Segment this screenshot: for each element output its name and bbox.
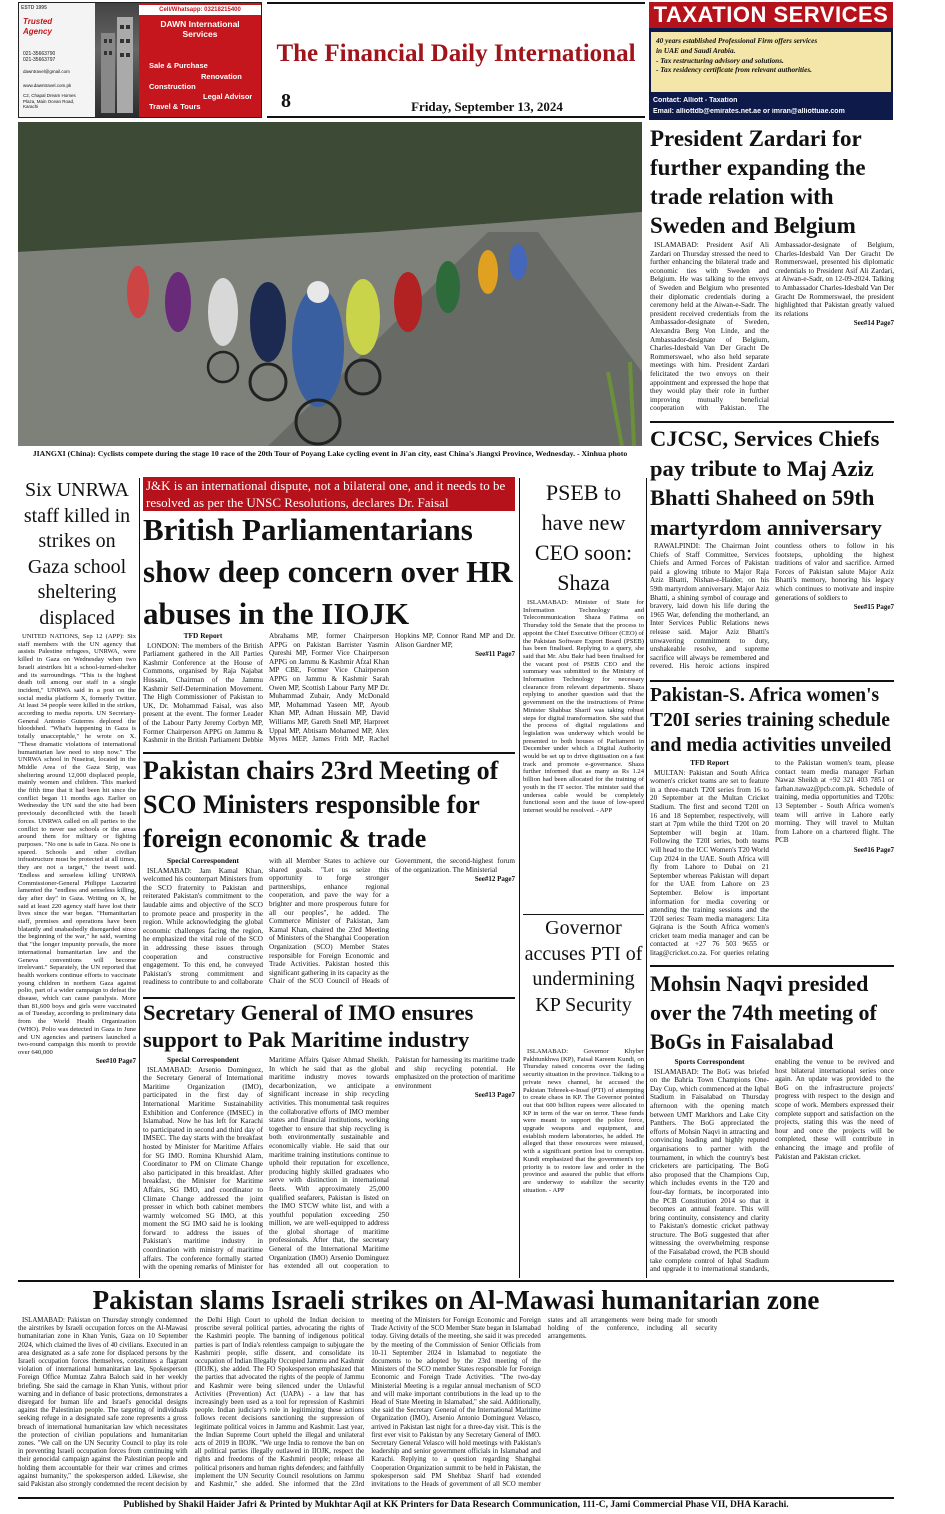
footer-imprint: Published by Shakil Haider Jafri & Printed by Mukhtar Aqil at KK Printers for Data Research Communication, 111-C, Jami Commercial Phase VII, DHA Karachi. (123, 1500, 789, 1510)
col-rule-2 (519, 478, 520, 1278)
dawn-service-4: Legal Advisor (203, 92, 253, 101)
rule-cricket (650, 965, 894, 967)
masthead-date: Friday, September 13, 2024 (411, 99, 563, 114)
unrwa-body (18, 633, 136, 1276)
col-rule-3 (646, 478, 647, 1278)
dawn-phones: 021-35663790 021-35663797 (23, 51, 56, 63)
naqvi-body (650, 1058, 894, 1276)
cyclists-photo (18, 122, 642, 446)
kashmir-byline: TFD Report (183, 632, 223, 640)
rule-zardari (650, 421, 894, 423)
rule-pseb (523, 914, 644, 915)
dawn-contact-bar: Cell/Whatsapp: 03218215400 (139, 5, 261, 15)
governor-headline: Governor accuses PTI of undermining KP Security (524, 917, 643, 1016)
kashmir-kicker: J&K is an international dispute, not a bilateral one, and it needs to be resolved as per the UNSC Resolutions, declares Dr. Faisal (143, 477, 515, 511)
imo-text: ISLAMABAD: Arsenio Dominguez, the Secretary General of International Maritime Organization (IMO), participated in the first day of International Maritime Sustainability Exhibition and Conference (IMSEC) in Islamabad. Now he has left for Karachi to participated in second and third day of IMSEC. The day starts with the breakfast hosted by Minister for Maritime Affairs for SG IMO. Romina Khurshid Alam, Coordinator to PM on Climate Change also participated in this breakfast. After breakfast, the Minister for Maritime Affairs, SG IMO, and coordinator to Climate Change addressed the joint presser in which both cabinet members warmly welcomed SG IMO, at this moment the SG IMO said he is looking forward to address the issues of Pakistan's maritime industry in coordination with ministry of maritime affairs. The conference formally started with the opening remarks of Minister for Maritime Affairs Qaiser Ahmad Sheikh. In which he said that as the global maritime industry moves towards decarbonization, we anticipate a significant increase in ship recycling activities. This monumental task requires the collaborative efforts of IMO member states and financial institutions, working together to ensure that ship recycling is both environmentally sustainable and economically viable. He said that our maritime training institutions continue to uphold their reputation for excellence, producing highly skilled graduates who serve with distinction in international fleets. With approximately 25,000 qualified seafarers, Pakistan is listed on the IMO STCW white list, and with a youthful population exceeding 250 million, we are well-equipped to address the global shortage of maritime professionals. After that, the secretary General of the International Maritime Organization (IMO) Arsenio Dominguez has extended all out cooperation to Pakistan for harnessing its maritime trade and ship recycling potential. He emphasized on the protection of maritime environment (143, 1056, 515, 1272)
taxation-ad-heading: TAXATION SERVICES (649, 2, 893, 28)
mawasi-text: ISLAMABAD: Pakistan on Thursday strongly condemned the airstrikes by Israeli occupation forces on the Al-Mawasi humanitarian zone in Khan Yunis, Gaza on 10 September 2024, which claimed the lives of 40 civilians. Executed in an area designated as a safe zone for displaced persons by the Israeli occupation forces themselves, constitutes a flagrant violation of international humanitarian law, Spokesperson Foreign Office Mumtaz Zahra Baloch said in her weekly briefing. She said the carnage in Khan Yunis, without prior warning and in defiance of basic protections, demonstrates a disregard for human life and Israel's genocidal designs against the Palestinian people. The targeting of individuals seeking refuge in a designated safe zone represents a gross breach of international humanitarian law which necessitates the protection of civilian populations and humanitarian zones. "We call on the UN Security Council to play its role in preventing Israeli occupation forces from continuing with their genocidal campaign against the Palestinian people and holding them accountable for their war crimes and crimes against humanity," the spokesperson added. Likewise, she said Pakistan also strongly condemned the recent decision by the Delhi High Court to uphold the Indian decision to proscribe several political parties, advocating the rights of the Kashmiri people. The banning of indigenous political parties is part of India's relentless campaign to subjugate the Kashmiri people, stifle dissent, and consolidate its occupation of Indian Illegally Occupied Jammu and Kashmir (IIOJK), she added. The FO Spokesperson emphasized that the parties that advocated the rights of the people of Jammu and Kashmir were being silenced under the Unlawful Activities (Prevention) Act (UAPA) - a law that has increasingly been used as a tool for repression of Kashmiri people. Indian judiciary's role in legitimizing these actions follows recent decisions sanctioning the suppression of legitimate political voices in Jammu and Kashmir. Last year, the Indian Supreme Court upheld the illegal and unilateral acts of 2019 in IIOJK. "We urge India to remove the ban on all political parties illegally outlawed in IIOJK, respect the rights and freedoms of the Kashmiri people; release all political prisoners and human rights defenders; and faithfully implement the UN Security Council resolutions on Jammu and Kashmir," she added. She informed that the 23rd meeting of the Ministers for Foreign Economic and Foreign Trade Activity of the SCO Member State began in Islamabad today. Giving details of the meeting, she said it was preceded by the meeting of the Commission of Senior Officials from 10-11 September 2024 in Islamabad to negotiate the documents to be adopted by the 23rd meeting of the Ministers of the SCO member States responsible for Foreign Economic and Foreign Trade Activities. "The two-day Ministerial Meeting is a regular annual mechanism of SCO and will make important contributions in the lead up to the Head of State Meeting in Islamabad," she said. Additionally, she said the Secretary General of the International Maritime Organization (IMO), Arsenio Antonio Dominguez Velasco, arrived in Pakistan last night for a three-day visit. This is the first ever visit to Pakistan by any Secretary General of IMO. Secretary General Velasco will hold meetings with Pakistan's leadership and senior government officials in Islamabad and Karachi. Replying to a question regarding Shanghai Cooperation Organization summit to be held in Pakistan, the spokesperson said PM Shehbaz Sharif had extended invitations to the Heads of government of all SCO member states and all arrangements were being made for smooth holding of the conference, including all security arrangements. (18, 1317, 718, 1489)
trusted-agency-badge: Trusted Agency (23, 17, 53, 36)
rule-footer (18, 1497, 894, 1499)
taxation-line-3: - Tax restructuring advisory and solutions. (656, 55, 784, 65)
rule-mawasi-top (18, 1280, 894, 1282)
naqvi-text: ISLAMABAD: The BoG was briefed on the Bahria Town Champions One-Day Cup, which commenced at the Iqbal Stadium in Faisalabad on Thursday afternoon with the opening match between UMT Markhors and Lake City Panthers. The BoG appreciated the efforts of Mohsin Naqvi in attracting and convincing leading and highly reputed organisations to partner with the tournament, in which the country's best cricketers are participating. The BoG also proposed that the Champions Cup, which includes events in the T20 and four-day formats, be incorporated into the PCB Constitution 2014 so that it becomes an annual feature. This will bring continuity, consistency and clarity to Pakistan's domestic cricket pathway structure. The BoG suggested that after witnessing the overwhelming response of the Faisalabad crowd, the PCB should take complete control of Iqbal Stadium and upgrade it to international standards, enabling the venue to be revived and host bilateral international series once again. An update was provided to the BoG on the infrastructure projects' progress with respect to the design and scope of work. Members expressed their complete support and satisfaction on the projects, stating this was the need of hour and once the projects will be completed, these will contribute in enhancing the image and profile of Pakistan and Pakistan cricket. (650, 1058, 894, 1274)
dawn-email: dawntravel@gmail.com (23, 69, 70, 74)
imo-byline: Special Correspondent (167, 1056, 239, 1064)
mawasi-headline: Pakistan slams Israeli strikes on Al-Mawasi humanitarian zone (92, 1285, 820, 1315)
sco-text: ISLAMABAD: Jam Kamal Khan, welcomed his counterpart Ministers from the SCO fraternity to Pakistan and reiterated Pakistan's commitment to the laudable aims and objective of the SCO to promote peace and prosperity in the region. While acknowledging the global economic challenges facing the region, he emphasized the vital role of the SCO in addressing these issues through cooperation and constructive engagement. To this end, he conveyed Pakistan's strong commitment and readiness to contribute to and collaborate with all Member States to achieve our shared goals. "Let us seize this opportunity to forge stronger partnerships, enhance regional cooperation, and pave the way for a brighter and more prosperous future for all our peoples", he added. The Commerce Minister of Pakistan, Jam Kamal Khan, chaired the 23rd Meeting of Ministers of the Shanghai Cooperation Organization (SCO) Member States responsible for Foreign Economic and Trade Activities. Pakistan hosted this significant gathering in its capacity as the Chair of the SCO Council of Heads of Government, the second-highest forum of the organization. The Ministerial (143, 857, 515, 987)
zardari-body (650, 241, 894, 417)
masthead-title: The Financial Daily International (276, 40, 636, 67)
taxation-contact: Contact: Alliott - Taxation (653, 97, 738, 104)
cricket-continued[interactable]: See#16 Page7 (853, 845, 894, 854)
governor-text: ISLAMABAD: Governor Khyber Pakhtunkhwa (KP), Faisal Kareem Kundi, on Thursday raised concerns over the fading security situation in the province. Talking to a private news channel, he accused the Pakistan Tehreek-e-Insaf (PTI) of attempting to create chaos in KP. The Governor pointed out that 600 billion rupees were allocated to KP in term of the war on terror. These funds were meant to support the police force, upgrade weapons and equipment, and establish modern laboratories, he added. He alleged that these resources were misused, with a significant portion lost to corruption. Kundi emphasized that the government's top priority is to restore law and order in the province and assured the public that efforts are underway to stabilize the security situation. - APP (523, 1048, 644, 1194)
zardari-text: ISLAMABAD: President Asif Ali Zardari on Thursday stressed the need to further enhancing the bilateral trade and economic ties with Sweden and Belgium. He was talking to the envoys of Sweden and Belgium who presented their diplomatic credentials during a ceremony held at the Aiwan-e-Sadr. The president received credentials from the Ambassador-designate of Sweden, Alexandra Berg Von Linde, and the Ambassador-designate of Belgium, Charles-Idesbald Van Der Gracht De Rommerswael, who also held separate meetings with him. President Zardari felicitated the two envoys on their appointment and expressed the hope that they would play their role in further improving mutually beneficial cooperation with Pakistan. The Ambassador-designate of Belgium, Charles-Idesbald Van Der Gracht De Rommerswael, presented his diplomatic credentials to President Asif Ali Zardari, at Aiwan-e-Sadr, on 12-09-2024. Talking to Ambassador Charles-Idesbald Van Der Gracht De Rommerswael, the president highlighted that Pakistan greatly valued its relations (650, 241, 894, 413)
governor-body (523, 1048, 644, 1276)
taxation-ad-body (651, 32, 891, 92)
cricket-byline: TFD Report (690, 759, 729, 767)
photo-caption: JIANGXI (China): Cyclists compete during the stage 10 race of the 20th Tour of Poyang Lake cycling event in Ji'an city, east China's Jiangxi Province, Wednesday. - Xinhua photo (32, 449, 628, 458)
imo-body (143, 1056, 515, 1276)
sco-body (143, 857, 515, 993)
dawn-service-2: Renovation (201, 72, 242, 81)
naqvi-headline: Mohsin Naqvi presided over the 74th meeting of BoGs in Faisalabad (650, 971, 877, 1054)
taxation-line-2: in UAE and Saudi Arabia. (656, 45, 736, 55)
kashmir-body (143, 632, 515, 748)
estd-label: ESTD 1995 (21, 5, 47, 11)
imo-headline: Secretary General of IMO ensures support to Pak Maritime industry (143, 1000, 474, 1052)
cjcsc-headline: CJCSC, Services Chiefs pay tribute to Maj Aziz Bhatti Shaheed on 59th martyrdom anniversary (650, 426, 882, 540)
cjcsc-text: RAWALPINDI: The Chairman Joint Chiefs of Staff Committee, Services Chiefs and Armed Forces of Pakistan paid a glowing tribute to Major Raja Aziz Bhatti, Nishan-e-Haider, on his 59th martyrdom anniversary. Major Aziz Bhatti, a shining symbol of courage and bravery, laid down his life during the 1965 War, defending the motherland, an Inter Services Public Relations news release said. Major Aziz Bhatti's unwavering commitment to duty, unshakeable resolve, and supreme sacrifice will always be remembered and revered. His heroic actions inspired countless others to follow in his footsteps, upholding the highest traditions of valor and sacrifice. Armed Forces of Pakistan salute Major Aziz Bhatti's memory, honoring his legacy which continues to motivate and inspire generations of soldiers to (650, 542, 894, 671)
imo-continued[interactable]: See#13 Page7 (474, 1091, 515, 1100)
kashmir-text: LONDON: The members of the British Parliament gathered in the All Parties Kashmir Conference at the House of Commons, organised by Raja Najabat Hussain, Chairman of the Jammu Kashmir Self-Determination Movement. The High Commissioner of Pakistan to UK, Dr. Mohammad Faisal, was also present at the event. The former Leader of the Labour Party Jeremy Corbyn MP, Former Chairperson APPG on Jammu & Kashmir in the British Parliament Debbie Abrahams MP, former Chairperson APPG on Pakistan Barrister Yasmin Qureshi MP, Former Vice Chairperson APPG on Jammu & Kashmir Afzal Khan MP CBE, Former Vice Chairperson APPG on Jammu & Kashmir Sarah Owen MP, Scottish Labour Party MP Dr. Muhammad Zubair, Andy McDonald MP, Mohammad Yaseen MP, Ayoub Khan MP, Adnan Hussain MP, David Williams MP, Gareth Snell MP, Harpreet Uppal MP, Abtisam Mohamed MP, Alex Myres MEP, James Frith MP, Rachel Hopkins MP, Connor Rand MP and Dr. Alison Gardner MP, (143, 632, 515, 745)
kashmir-continued[interactable]: See#11 Page7 (475, 650, 515, 659)
taxation-line-4: - Tax residency certificate from relevant authorities. (656, 65, 812, 75)
dawn-service-3: Construction (149, 82, 196, 91)
dawn-ad[interactable] (18, 2, 262, 118)
dawn-service-1: Sale & Purchase (149, 61, 208, 70)
taxation-line-1: 40 years established Professional Firm offers services (656, 36, 818, 45)
unrwa-headline: Six UNRWA staff killed in strikes on Gaza school sheltering displaced (23, 479, 131, 629)
page-number: 8 (281, 90, 291, 112)
dawn-service-5: Travel & Tours (149, 102, 201, 111)
taxation-ad[interactable] (649, 2, 893, 120)
kashmir-headline: British Parliamentarians show deep concern over HR abuses in the IIOJK (143, 512, 513, 631)
mawasi-body (18, 1317, 894, 1495)
sco-headline: Pakistan chairs 23rd Meeting of SCO Ministers responsible for foreign economic & trade (143, 756, 499, 853)
cjcsc-continued[interactable]: See#15 Page7 (853, 603, 894, 612)
rule-cjcsc (650, 680, 894, 682)
taxation-email[interactable]: Email: alliottdb@emirates.net.ae or imran@alliottuae.com (653, 108, 845, 115)
pseb-headline: PSEB to have new CEO soon: Shaza (534, 480, 633, 595)
dawn-web: www.dawntravel.com.pk (23, 83, 72, 88)
dawn-ad-info-panel (19, 3, 95, 118)
cricket-text: MULTAN: Pakistan and South Africa women's cricket teams are set to feature in a three-match T20I series from 16 to 20 September at the Multan Cricket Stadium. The first and second T20I on 16 and 18 September, respectively, will start at 7pm while the third T20I on 20 September will begin at 10am. Following the T20I series, both teams will head to the ICC Women's T20 World Cup 2024 in the UAE. South Africa will fly from Lahore to Dubai on 21 September whereas Pakistan will depart for the UAE from Lahore on 23 September. Below is important information for media covering or attending the training sessions and the T20I series: Team media managers: Lita Gqirana is the South Africa women's cricket team media manager and can be contacted at +27 76 503 9655 or litag@cricket.co.za. For queries relating to the Pakistan women's team, please contact team media manager Farhan Nawaz Sheikh at +92 321 403 7851 or farhan.nawaz@pcb.com.pk. Schedule of training, media opportunities and T20Is: 13 September - South Africa women's team will arrive in Lahore early morning. They will travel to Multan from Lahore on a chartered flight. The PCB (650, 759, 894, 958)
unrwa-continued[interactable]: See#10 Page7 (95, 1056, 136, 1065)
dawn-company-name: DAWN International Services (160, 19, 240, 39)
building-illustration (95, 3, 139, 118)
col-rule-1 (139, 478, 140, 1278)
unrwa-text: UNITED NATIONS, Sep 12 (APP): Six staff members with the UN agency that assists Palestine refugees, UNRWA, were killed in Gaza on Wednesday when two Israeli airstrikes hit a school-turned-shelter and its surroundings. "This is the highest death toll among our staff in a single incident," UNRWA said in a post on the social media platform X, formerly Twitter. At least 34 people were killed in the strikes, according to media reports. UN Secretary-General Antonio Guterres deplored the bloodshed. "What's happening in Gaza is totally unacceptable," he wrote on X. "These dramatic violations of international humanitarian law need to stop now." The UNRWA school in Nuseirat, located in the Middle Area of the Gaza Strip, was sheltering around 12,000 displaced people, mainly women and children. This marked the fifth time that it had been hit since the conflict began 11 months ago. Earlier on Wednesday the UN said the site had been previously deconflicted with the Israeli forces. UNRWA called on all parties to the conflict to never use schools or the areas around them for military or fighting purposes. "No one is safe in Gaza. No one is spared. Schools and other civilian infrastructure must be protected at all times, they are not a target," the tweet said. 'Endless and senseless killing' UNRWA Commissioner-General Philippe Lazzarini lamented the "endless and senseless killing, day after day" in Gaza. Writing on X, he said at least 220 agency staff have lost their lives since the war began. "Humanitarian staff, premises and operations have been blatantly and unabashedly disregarded since the beginning of the war," he said, warning that "the longer impunity prevails, the more international humanitarian law and the Geneva conventions will become irrelevant." Separately, the UN reported that health workers continue efforts to vaccinate young children in northern Gaza against polio, part of a wider campaign to defeat the disease, which can cause paralysis. More than 81,600 boys and girls were vaccinated as of Tuesday, according to preliminary data from the World Health Organization (WHO). Polio was detected in Gaza in June and UN agencies and partners launched a two-round campaign this month to provide over 640,000 (18, 633, 136, 1056)
cricket-body (650, 759, 894, 961)
masthead (267, 2, 645, 118)
pseb-text: ISLAMABAD: Minister of State for Information Technology and Telecommunication Shaza Fatima on Thursday told the Senate that the process to appoint the Chief Executive Officer (CEO) of the Pakistan Software Export Board (PSEB) has been finalised. Replying to a query, she said that Mr. Abu Bakr had been finalised for the vacant post of PSEB CEO and the summary was submitted to the Ministry of Information Technology for necessary clearance from relevant departments. Shaza replying to another question said that the government on the the instructions of Prime Minister Shahbaz Sharif was taking robust steps for digital transformation. She said that the process of digital regulations and legislation was underway which would be presented to both houses of Parliament in December under which a Digital Authority would be set up to drive digitisation on a fast track and promote e-governance. Shaza further informed that as many as Rs 1.24 billion had been allocated for the training of youth in the IT sector. The minister said that undersea cable would be completely functional soon and the issue of low-speed internet would be resolved. - APP (523, 599, 644, 814)
naqvi-byline: Sports Correspondent (674, 1058, 745, 1066)
sco-byline: Special Correspondent (167, 857, 239, 865)
cjcsc-body (650, 542, 894, 676)
dawn-address: C2, Chapal Dream Homes Plaza, Main Ocean Road, Karachi (23, 93, 76, 109)
zardari-headline: President Zardari for further expanding the trade relation with Sweden and Belgium (650, 126, 866, 238)
zardari-continued[interactable]: See#14 Page7 (853, 319, 894, 328)
sco-continued[interactable]: See#12 Page7 (474, 875, 515, 884)
pseb-body (523, 599, 644, 912)
cricket-headline: Pakistan-S. Africa women's T20I series training schedule and media activities unveiled (650, 685, 892, 756)
